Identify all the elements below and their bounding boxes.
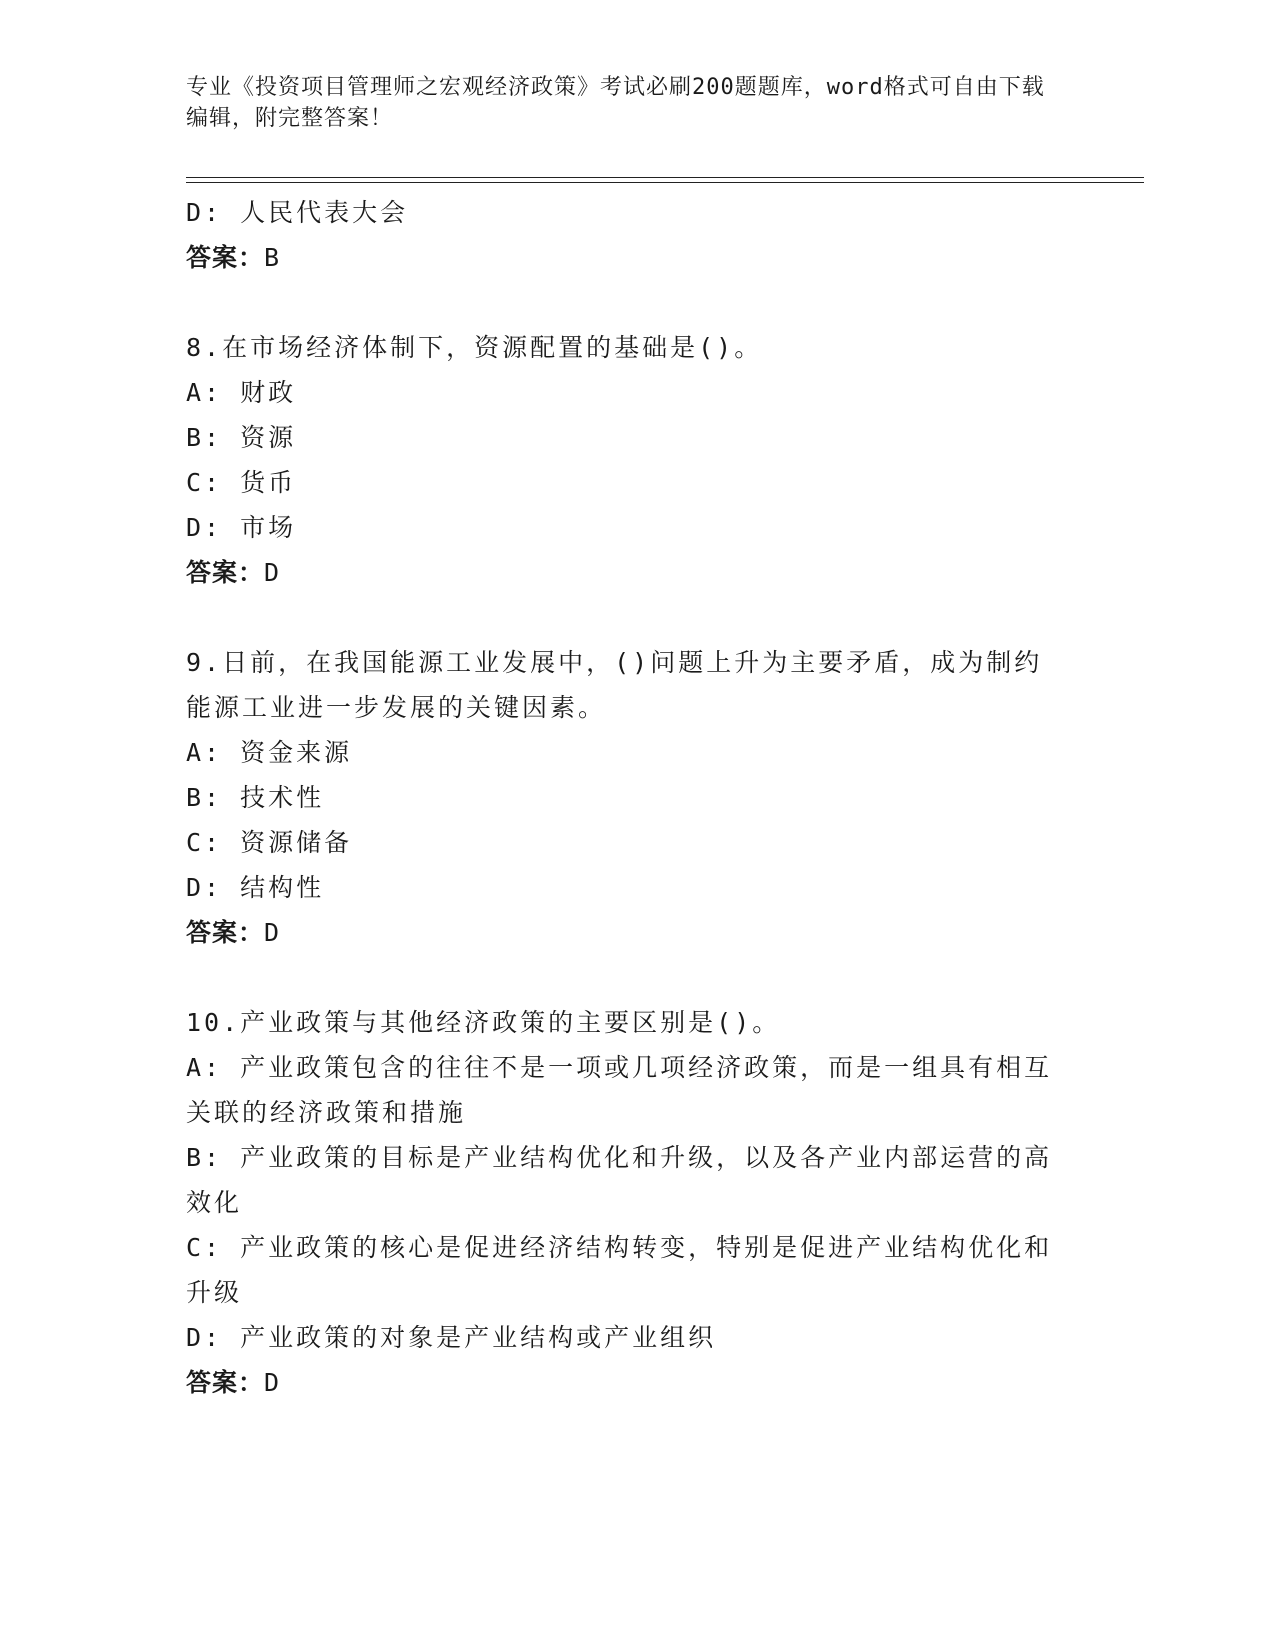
spacer <box>186 955 1066 1000</box>
answer-value: D <box>264 918 281 947</box>
answer-label: 答案： <box>186 1368 265 1397</box>
question-10-option-a: A: 产业政策包含的往往不是一项或几项经济政策，而是一组具有相互关联的经济政策和措施 <box>186 1053 1053 1127</box>
header-divider-bottom <box>186 182 1144 183</box>
question-8-option-b: B: 资源 <box>186 423 297 452</box>
question-9-option-d: D: 结构性 <box>186 873 325 902</box>
header-divider-top <box>186 177 1144 178</box>
question-8-answer <box>186 550 1066 595</box>
answer-label: 答案： <box>186 918 265 947</box>
question-9-option-a: A: 资金来源 <box>186 738 353 767</box>
question-9-answer <box>186 910 1066 955</box>
answer-value: B <box>264 243 281 272</box>
spacer <box>186 595 1066 640</box>
answer-label: 答案： <box>186 558 265 587</box>
spacer <box>186 280 1066 325</box>
question-8-option-a: A: 财政 <box>186 378 297 407</box>
document-header: 专业《投资项目管理师之宏观经济政策》考试必刷200题题库，word格式可自由下载编辑，附完整答案！ <box>186 75 1045 131</box>
question-content <box>186 190 1066 1405</box>
question-8-stem: 8.在市场经济体制下，资源配置的基础是()。 <box>186 333 763 362</box>
answer-value: D <box>264 558 281 587</box>
question-10-option-b: B: 产业政策的目标是产业结构优化和升级，以及各产业内部运营的高效化 <box>186 1143 1053 1217</box>
question-9-option-b: B: 技术性 <box>186 783 325 812</box>
question-9-stem: 9.日前，在我国能源工业发展中，()问题上升为主要矛盾，成为制约能源工业进一步发展的关键因素。 <box>186 648 1043 722</box>
question-10-option-d: D: 产业政策的对象是产业结构或产业组织 <box>186 1323 717 1352</box>
prev-question-answer <box>186 235 1066 280</box>
answer-label: 答案： <box>186 243 265 272</box>
question-8-option-c: C: 货币 <box>186 468 297 497</box>
question-10-answer <box>186 1360 1066 1405</box>
question-8-option-d: D: 市场 <box>186 513 297 542</box>
question-9-option-c: C: 资源储备 <box>186 828 353 857</box>
prev-question-option-d: D: 人民代表大会 <box>186 198 409 227</box>
answer-value: D <box>264 1368 281 1397</box>
question-10-option-c: C: 产业政策的核心是促进经济结构转变，特别是促进产业结构优化和升级 <box>186 1233 1053 1307</box>
question-10-stem: 10.产业政策与其他经济政策的主要区别是()。 <box>186 1008 781 1037</box>
